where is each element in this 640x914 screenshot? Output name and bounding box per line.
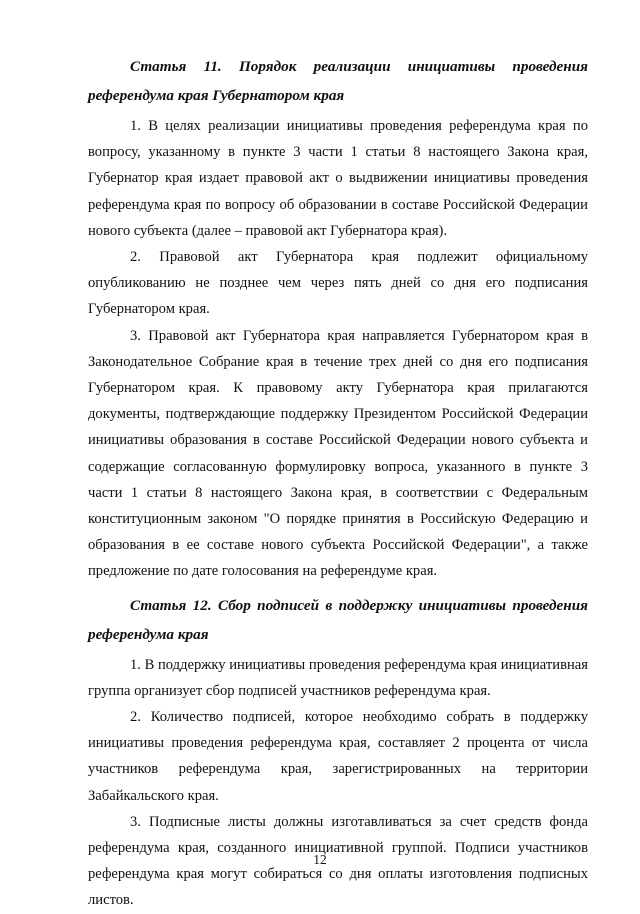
article-12-paragraph-2: 2. Количество подписей, которое необходимо собрать в поддержку инициативы проведения референдума края, составляет 2 процента от числа участников референдума края, зарегистрированных на территории Забайкальского края.: [88, 709, 588, 804]
page-number: 12: [313, 852, 327, 867]
article-12-paragraph-1: 1. В поддержку инициативы проведения референдума края инициативная группа организует сбор подписей участников референдума края.: [88, 656, 588, 699]
article-11-paragraph-2: 2. Правовой акт Губернатора края подлежит официальному опубликованию не позднее чем через пять дней со дня его подписания Губернатором края.: [88, 249, 588, 318]
article-11-heading: Статья 11. Порядок реализации инициативы проведения референдума края Губернатором края: [88, 58, 588, 104]
article-11-paragraph-1: 1. В целях реализации инициативы проведения референдума края по вопросу, указанному в пункте 3 части 1 статьи 8 настоящего Закона края, Губернатор края издает правовой акт о выдвижении инициативы проведения референдума края по вопросу об образовании в составе Российской Федерации нового субъекта (далее – правовой акт Губернатора края).: [88, 118, 588, 239]
article-11-paragraph-3: 3. Правовой акт Губернатора края направляется Губернатором края в Законодательное Собрание края в течение трех дней со дня его подписания Губернатором края. К правовому акту Губернатора края прилагаются документы, подтверждающие поддержку Президентом Российской Федерации инициативы образования в составе Российской Федерации нового субъекта и содержащие согласованную формулировку вопроса, указанного в пункте 3 части 1 статьи 8 настоящего Закона края, в соответствии с Федеральным конституционным законом "О порядке принятия в Российскую Федерацию и образования в ее составе нового субъекта Российской Федерации", а также предложение по дате голосования на референдуме края.: [88, 327, 588, 580]
article-12-paragraph-3: 3. Подписные листы должны изготавливаться за счет средств фонда референдума края, созданного инициативной группой. Подписи участников референдума края могут собираться со дня оплаты изготовления подписных листов.: [88, 813, 588, 909]
document-page: [88, 52, 588, 914]
article-12-heading: Статья 12. Сбор подписей в поддержку инициативы проведения референдума края: [88, 596, 588, 643]
